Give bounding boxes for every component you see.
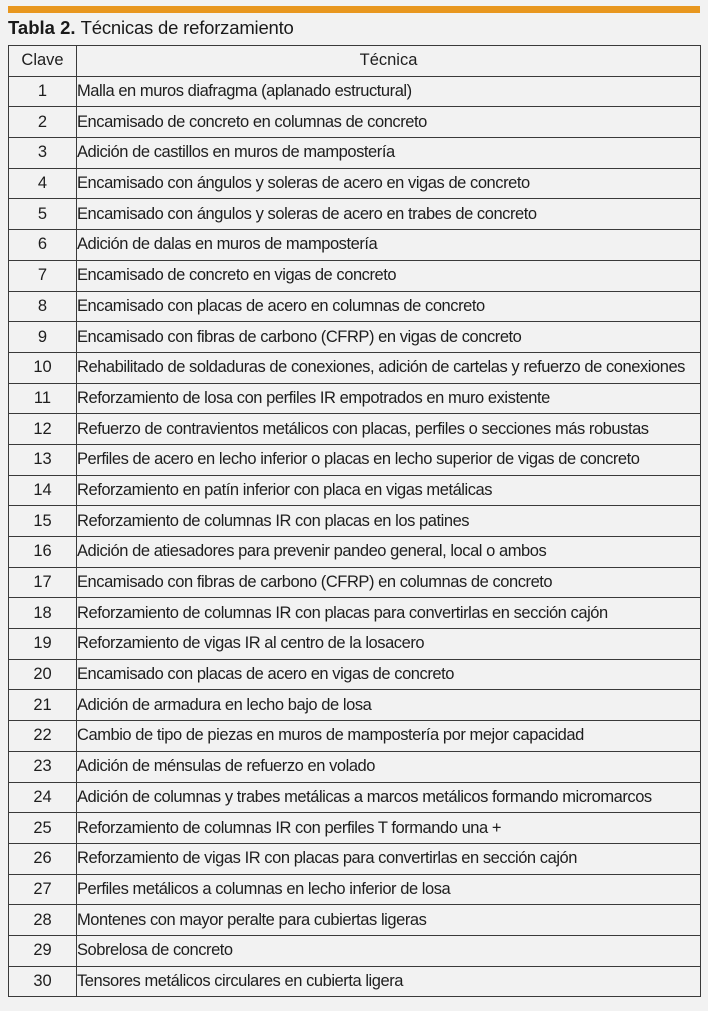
table-row: [9, 905, 701, 936]
cell-tecnica: Tensores metálicos circulares en cubierta ligera: [77, 966, 701, 997]
cell-clave: 4: [9, 168, 77, 199]
cell-tecnica: Sobrelosa de concreto: [77, 935, 701, 966]
table-row: [9, 168, 701, 199]
cell-clave: 21: [9, 690, 77, 721]
table-row: [9, 874, 701, 905]
header-tecnica: Técnica: [77, 46, 701, 77]
header-row: [9, 46, 701, 77]
cell-tecnica: Reforzamiento de columnas IR con placas en los patines: [77, 506, 701, 537]
cell-clave: 25: [9, 813, 77, 844]
table-row: [9, 444, 701, 475]
cell-tecnica: Adición de atiesadores para prevenir pandeo general, local o ambos: [77, 537, 701, 568]
cell-tecnica: Adición de ménsulas de refuerzo en volado: [77, 751, 701, 782]
cell-tecnica: Encamisado de concreto en columnas de concreto: [77, 107, 701, 138]
cell-tecnica: Reforzamiento en patín inferior con placa en vigas metálicas: [77, 475, 701, 506]
table-row: [9, 414, 701, 445]
cell-tecnica: Montenes con mayor peralte para cubiertas ligeras: [77, 905, 701, 936]
table-row: [9, 475, 701, 506]
table-caption: [8, 17, 294, 39]
cell-tecnica: Adición de castillos en muros de mampostería: [77, 138, 701, 169]
cell-tecnica: Adición de columnas y trabes metálicas a marcos metálicos formando micromarcos: [77, 782, 701, 813]
table-row: [9, 966, 701, 997]
cell-tecnica: Encamisado con ángulos y soleras de acero en vigas de concreto: [77, 168, 701, 199]
cell-clave: 26: [9, 843, 77, 874]
cell-tecnica: Perfiles metálicos a columnas en lecho inferior de losa: [77, 874, 701, 905]
cell-tecnica: Encamisado con placas de acero en columnas de concreto: [77, 291, 701, 322]
cell-clave: 16: [9, 537, 77, 568]
cell-tecnica: Refuerzo de contravientos metálicos con placas, perfiles o secciones más robustas: [77, 414, 701, 445]
cell-tecnica: Encamisado con ángulos y soleras de acero en trabes de concreto: [77, 199, 701, 230]
table-row: [9, 291, 701, 322]
table-row: [9, 751, 701, 782]
cell-clave: 30: [9, 966, 77, 997]
table-row: [9, 782, 701, 813]
cell-clave: 24: [9, 782, 77, 813]
cell-clave: 23: [9, 751, 77, 782]
cell-clave: 1: [9, 76, 77, 107]
cell-clave: 2: [9, 107, 77, 138]
table-row: [9, 629, 701, 660]
cell-clave: 29: [9, 935, 77, 966]
table-row: [9, 107, 701, 138]
table-row: [9, 383, 701, 414]
header-clave: Clave: [9, 46, 77, 77]
cell-tecnica: Adición de dalas en muros de mampostería: [77, 230, 701, 261]
cell-clave: 28: [9, 905, 77, 936]
cell-clave: 17: [9, 567, 77, 598]
table-row: [9, 813, 701, 844]
table-row: [9, 537, 701, 568]
cell-clave: 3: [9, 138, 77, 169]
cell-tecnica: Encamisado con placas de acero en vigas de concreto: [77, 659, 701, 690]
table-body: [9, 76, 701, 997]
cell-tecnica: Reforzamiento de vigas IR al centro de la losacero: [77, 629, 701, 660]
cell-clave: 7: [9, 260, 77, 291]
cell-clave: 9: [9, 322, 77, 353]
cell-clave: 11: [9, 383, 77, 414]
table-row: [9, 690, 701, 721]
cell-tecnica: Rehabilitado de soldaduras de conexiones, adición de cartelas y refuerzo de conexiones: [77, 352, 701, 383]
cell-tecnica: Encamisado con fibras de carbono (CFRP) en vigas de concreto: [77, 322, 701, 353]
table-row: [9, 935, 701, 966]
cell-clave: 14: [9, 475, 77, 506]
cell-tecnica: Reforzamiento de columnas IR con placas para convertirlas en sección cajón: [77, 598, 701, 629]
table-row: [9, 843, 701, 874]
table-row: [9, 260, 701, 291]
cell-clave: 12: [9, 414, 77, 445]
cell-tecnica: Encamisado con fibras de carbono (CFRP) en columnas de concreto: [77, 567, 701, 598]
cell-clave: 22: [9, 721, 77, 752]
cell-tecnica: Cambio de tipo de piezas en muros de mampostería por mejor capacidad: [77, 721, 701, 752]
cell-clave: 15: [9, 506, 77, 537]
table-row: [9, 659, 701, 690]
accent-bar: [8, 6, 700, 13]
cell-tecnica: Encamisado de concreto en vigas de concreto: [77, 260, 701, 291]
caption-title: Técnicas de reforzamiento: [80, 17, 294, 38]
caption-label: Tabla 2.: [8, 17, 76, 38]
cell-tecnica: Reforzamiento de vigas IR con placas para convertirlas en sección cajón: [77, 843, 701, 874]
table-row: [9, 76, 701, 107]
table-row: [9, 598, 701, 629]
cell-clave: 8: [9, 291, 77, 322]
table-row: [9, 506, 701, 537]
cell-clave: 5: [9, 199, 77, 230]
table-row: [9, 322, 701, 353]
table-row: [9, 567, 701, 598]
table-row: [9, 721, 701, 752]
cell-tecnica: Reforzamiento de losa con perfiles IR empotrados en muro existente: [77, 383, 701, 414]
cell-tecnica: Malla en muros diafragma (aplanado estructural): [77, 76, 701, 107]
cell-clave: 19: [9, 629, 77, 660]
table-row: [9, 138, 701, 169]
cell-tecnica: Perfiles de acero en lecho inferior o placas en lecho superior de vigas de concreto: [77, 444, 701, 475]
cell-clave: 6: [9, 230, 77, 261]
cell-clave: 10: [9, 352, 77, 383]
techniques-table: [8, 45, 701, 997]
cell-tecnica: Reforzamiento de columnas IR con perfiles T formando una +: [77, 813, 701, 844]
table-row: [9, 352, 701, 383]
cell-clave: 20: [9, 659, 77, 690]
table-row: [9, 230, 701, 261]
cell-clave: 13: [9, 444, 77, 475]
cell-clave: 27: [9, 874, 77, 905]
cell-tecnica: Adición de armadura en lecho bajo de losa: [77, 690, 701, 721]
cell-clave: 18: [9, 598, 77, 629]
table-row: [9, 199, 701, 230]
